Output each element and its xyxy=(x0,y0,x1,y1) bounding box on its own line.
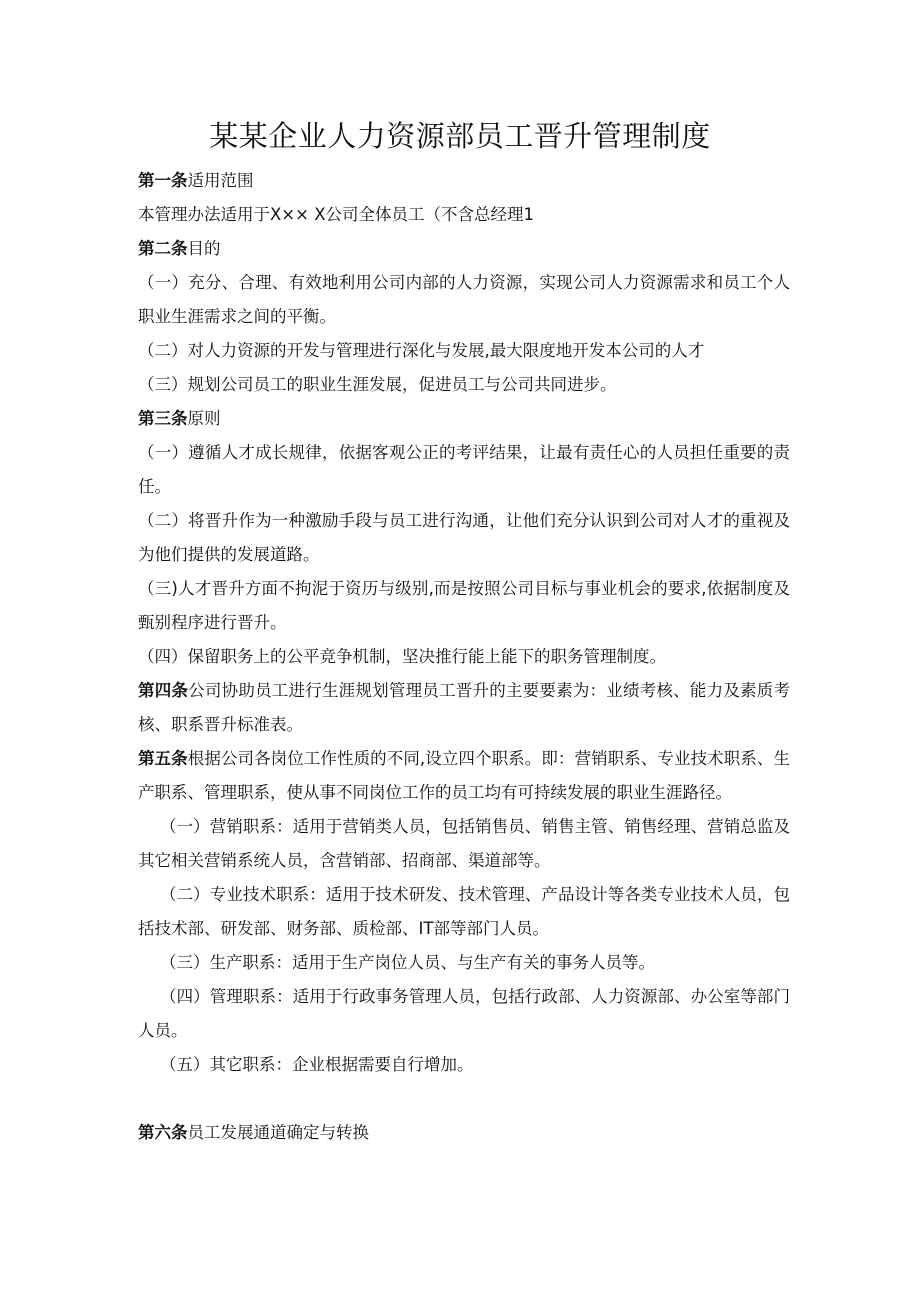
article-text: 适用范围 xyxy=(187,171,254,190)
article-text: 公司协助员工进行生涯规划管理员工晋升的主要要素为：业绩考核、能力及素质考核、职系晋升标准表。 xyxy=(138,681,791,734)
article-number: 第六条 xyxy=(138,1123,188,1142)
paragraph-gap xyxy=(138,1082,790,1116)
article-1-heading xyxy=(138,164,790,198)
article-3-heading xyxy=(138,402,790,436)
paragraph-track-marketing: （一）营销职系：适用于营销类人员，包括销售员、销售主管、销售经理、营销总监及其它相关营销系统人员，含营销部、招商部、渠道部等。 xyxy=(138,817,790,870)
article-text: 员工发展通道确定与转换 xyxy=(187,1123,369,1142)
article-text: 目的 xyxy=(187,239,221,258)
article-4 xyxy=(138,674,790,742)
paragraph-track-management: （四）管理职系：适用于行政事务管理人员，包括行政部、人力资源部、办公室等部门人员。 xyxy=(138,987,790,1040)
article-number: 第三条 xyxy=(138,409,188,428)
article-number: 第二条 xyxy=(138,239,188,258)
article-2-heading xyxy=(138,232,790,266)
article-number: 第一条 xyxy=(138,171,188,190)
paragraph-purpose-1: （一）充分、合理、有效地利用公司内部的人力资源，实现公司人力资源需求和员工个人职业生涯需求之间的平衡。 xyxy=(138,273,790,326)
document-title: 某某企业人力资源部员工晋升管理制度 xyxy=(209,119,711,153)
article-number: 第五条 xyxy=(138,749,188,768)
paragraph-principle-4: （四）保留职务上的公平竞争机制，坚决推行能上能下的职务管理制度。 xyxy=(138,647,666,666)
paragraph-track-other: （五）其它职系：企业根据需要自行增加。 xyxy=(160,1055,474,1074)
paragraph-track-production: （三）生产职系：适用于生产岗位人员、与生产有关的事务人员等。 xyxy=(160,953,655,972)
paragraph-track-technical: （二）专业技术职系：适用于技术研发、技术管理、产品设计等各类专业技术人员，包括技术部、研发部、财务部、质检部、IT部等部门人员。 xyxy=(138,885,790,938)
paragraph-principle-2: （二）将晋升作为一种激励手段与员工进行沟通，让他们充分认识到公司对人才的重视及为他们提供的发展道路。 xyxy=(138,511,790,564)
article-6-heading xyxy=(138,1116,790,1150)
article-5 xyxy=(138,742,790,810)
paragraph-purpose-3: （三）规划公司员工的职业生涯发展，促进员工与公司共同进步。 xyxy=(138,375,617,394)
article-text: 原则 xyxy=(187,409,221,428)
paragraph-principle-1: （一）遵循人才成长规律，依据客观公正的考评结果，让最有责任心的人员担任重要的责任。 xyxy=(138,443,790,496)
article-text: 根据公司各岗位工作性质的不同,设立四个职系。即：营销职系、专业技术职系、生产职系、管理职系，使从事不同岗位工作的员工均有可持续发展的职业生涯路径。 xyxy=(138,749,790,802)
article-number: 第四条 xyxy=(138,681,189,700)
paragraph-principle-3: （三)人才晋升方面不拘泥于资历与级别,而是按照公司目标与事业机会的要求,依据制度及甄别程序进行晋升。 xyxy=(138,579,790,632)
paragraph-scope: 本管理办法适用于X×× X公司全体员工（不含总经理1 xyxy=(138,205,534,224)
paragraph-purpose-2: （二）对人力资源的开发与管理进行深化与发展,最大限度地开发本公司的人才 xyxy=(138,341,705,360)
document-body xyxy=(138,164,790,1150)
